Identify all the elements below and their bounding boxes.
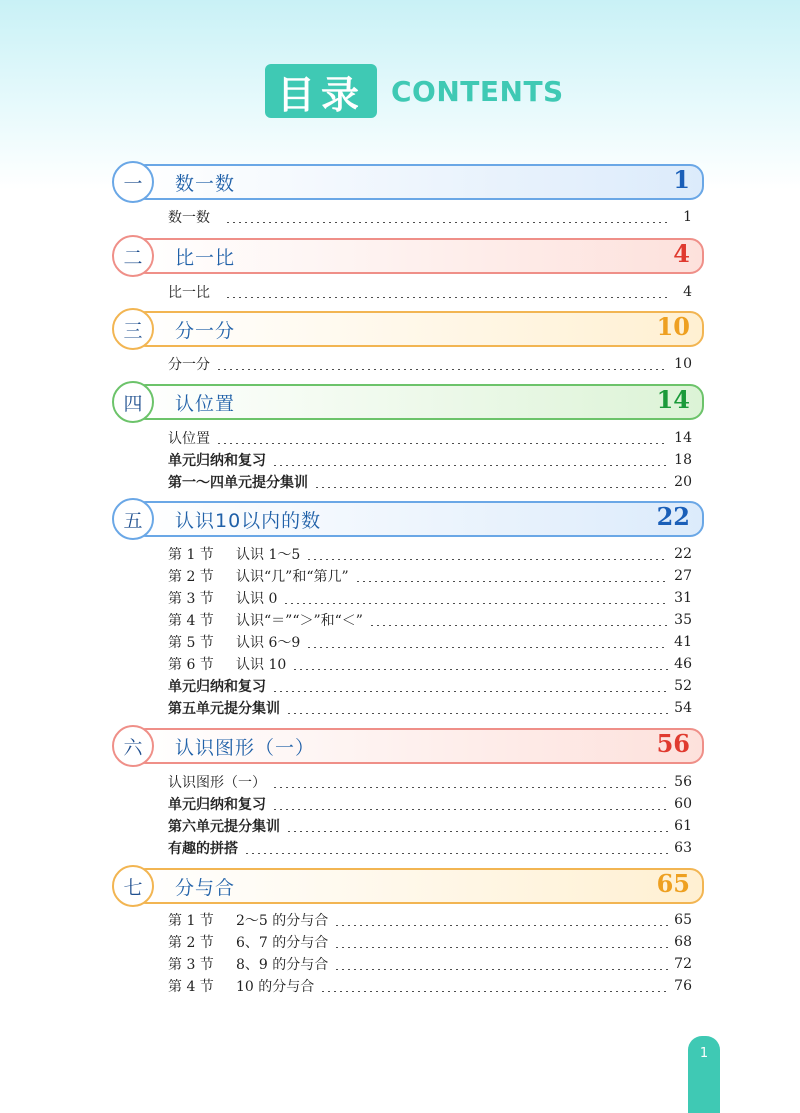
leader-dots (272, 454, 668, 466)
unit-page-number: 56 (656, 729, 690, 758)
unit-title: 认识图形（一） (175, 737, 316, 759)
entry-page-number: 65 (674, 912, 692, 928)
entry-page-number: 56 (674, 774, 692, 790)
section-number: 第 1 节 (168, 913, 214, 929)
entry-label: 认识 10 (236, 657, 287, 673)
toc-entry[interactable] (168, 207, 692, 227)
entry-label: 单元归纳和复习 (168, 679, 266, 695)
unit-title: 分与合 (175, 877, 236, 899)
leader-dots (216, 432, 668, 444)
leader-dots (272, 776, 668, 788)
unit-banner (112, 237, 704, 277)
toc-entry[interactable] (168, 838, 692, 858)
unit-marker: 四 (112, 381, 154, 423)
entry-label: 第六单元提分集训 (168, 819, 280, 835)
unit-banner (112, 163, 704, 203)
toc-entry[interactable] (168, 610, 692, 630)
toc-entry[interactable] (168, 976, 692, 996)
entry-page-number: 63 (674, 840, 692, 856)
entry-label: 认识“几”和“第几” (236, 569, 349, 585)
mulu-title-box: 目录 (265, 64, 377, 118)
entry-label: 认识 6～9 (236, 635, 301, 651)
entry-label: 认识“＝”“＞”和“＜” (236, 613, 363, 629)
leader-dots (225, 286, 668, 298)
section-number: 第 4 节 (168, 979, 214, 995)
unit-title: 数一数 (175, 173, 236, 195)
entry-page-number: 60 (674, 796, 692, 812)
entry-label: 分一分 (168, 357, 210, 373)
entry-label: 第一～四单元提分集训 (168, 475, 308, 491)
entry-label: 单元归纳和复习 (168, 797, 266, 813)
leader-dots (334, 936, 668, 948)
section-number: 第 4 节 (168, 613, 214, 629)
toc-entry[interactable] (168, 676, 692, 696)
leader-dots (286, 702, 668, 714)
entry-page-number: 68 (674, 934, 692, 950)
entry-page-number: 61 (674, 818, 692, 834)
section-number: 第 1 节 (168, 547, 214, 563)
toc-entry[interactable] (168, 450, 692, 470)
leader-dots (225, 211, 668, 223)
entry-label: 第五单元提分集训 (168, 701, 280, 717)
leader-dots (314, 476, 668, 488)
toc-entry[interactable] (168, 816, 692, 836)
entry-label: 10 的分与合 (236, 979, 315, 995)
section-number: 第 6 节 (168, 657, 214, 673)
leader-dots (272, 798, 668, 810)
leader-dots (320, 980, 668, 992)
entry-label: 有趣的拼搭 (168, 841, 238, 857)
entry-page-number: 4 (683, 284, 692, 300)
leader-dots (306, 548, 668, 560)
entry-page-number: 10 (674, 356, 692, 372)
leader-dots (369, 614, 668, 626)
entry-page-number: 72 (674, 956, 692, 972)
unit-title: 比一比 (175, 247, 236, 269)
leader-dots (286, 820, 668, 832)
entry-page-number: 31 (674, 590, 692, 606)
unit-page-number: 10 (656, 312, 690, 341)
unit-banner (112, 727, 704, 767)
entry-page-number: 35 (674, 612, 692, 628)
unit-marker: 五 (112, 498, 154, 540)
entry-label: 数一数 (168, 210, 219, 226)
entry-label: 6、7 的分与合 (236, 935, 329, 951)
toc-entry[interactable] (168, 428, 692, 448)
entry-page-number: 52 (674, 678, 692, 694)
toc-entry[interactable] (168, 654, 692, 674)
entry-page-number: 18 (674, 452, 692, 468)
unit-banner (112, 500, 704, 540)
leader-dots (272, 680, 668, 692)
entry-page-number: 46 (674, 656, 692, 672)
unit-page-number: 1 (673, 165, 690, 194)
section-number: 第 2 节 (168, 569, 214, 585)
toc-entry[interactable] (168, 932, 692, 952)
toc-entry[interactable] (168, 794, 692, 814)
unit-marker: 七 (112, 865, 154, 907)
entry-label: 2～5 的分与合 (236, 913, 329, 929)
unit-title: 认识10以内的数 (175, 510, 322, 532)
unit-page-number: 22 (656, 502, 690, 531)
unit-marker: 六 (112, 725, 154, 767)
entry-label: 比一比 (168, 285, 219, 301)
toc-entry[interactable] (168, 772, 692, 792)
unit-page-number: 4 (673, 239, 690, 268)
leader-dots (283, 592, 668, 604)
leader-dots (216, 358, 668, 370)
unit-marker: 一 (112, 161, 154, 203)
unit-banner (112, 310, 704, 350)
toc-entry[interactable] (168, 544, 692, 564)
toc-entry[interactable] (168, 698, 692, 718)
unit-title: 认位置 (175, 393, 236, 415)
leader-dots (244, 842, 668, 854)
section-number: 第 3 节 (168, 591, 214, 607)
toc-entry[interactable] (168, 632, 692, 652)
entry-page-number: 22 (674, 546, 692, 562)
toc-entry[interactable] (168, 954, 692, 974)
contents-header (265, 64, 564, 118)
toc-entry[interactable] (168, 282, 692, 302)
unit-banner (112, 867, 704, 907)
entry-page-number: 41 (674, 634, 692, 650)
section-number: 第 3 节 (168, 957, 214, 973)
entry-label: 认识图形（一） (168, 775, 266, 791)
entry-label: 认识 1～5 (236, 547, 301, 563)
leader-dots (334, 958, 668, 970)
entry-page-number: 76 (674, 978, 692, 994)
toc-entry[interactable] (168, 354, 692, 374)
section-number: 第 5 节 (168, 635, 214, 651)
unit-marker: 二 (112, 235, 154, 277)
entry-page-number: 27 (674, 568, 692, 584)
leader-dots (292, 658, 668, 670)
entry-page-number: 14 (674, 430, 692, 446)
section-number: 第 2 节 (168, 935, 214, 951)
contents-title: CONTENTS (391, 74, 564, 108)
toc-entry[interactable] (168, 910, 692, 930)
page-number-tab: 1 (688, 1036, 720, 1113)
leader-dots (334, 914, 668, 926)
unit-title: 分一分 (175, 320, 236, 342)
entry-label: 单元归纳和复习 (168, 453, 266, 469)
toc-entry[interactable] (168, 472, 692, 492)
toc-entry[interactable] (168, 566, 692, 586)
unit-marker: 三 (112, 308, 154, 350)
entry-page-number: 1 (683, 209, 692, 225)
entry-label: 认位置 (168, 431, 210, 447)
entry-label: 认识 0 (236, 591, 278, 607)
unit-page-number: 65 (656, 869, 690, 898)
entry-page-number: 20 (674, 474, 692, 490)
entry-page-number: 54 (674, 700, 692, 716)
toc-entry[interactable] (168, 588, 692, 608)
leader-dots (306, 636, 668, 648)
leader-dots (355, 570, 668, 582)
unit-banner (112, 383, 704, 423)
entry-label: 8、9 的分与合 (236, 957, 329, 973)
unit-page-number: 14 (656, 385, 690, 414)
